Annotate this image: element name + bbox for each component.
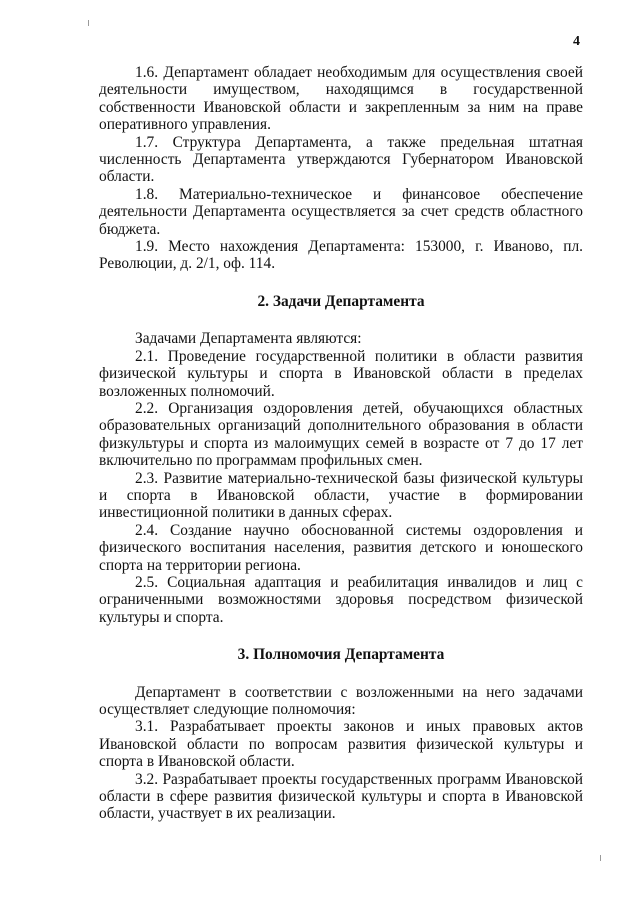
document-body xyxy=(99,64,583,823)
paragraph-3-2: 3.2. Разрабатывает проекты государственных программ Ивановской области в сфере развития физической культуры и спорта в Ивановской области, участвует в их реализации. xyxy=(99,770,583,823)
section-3-intro: Департамент в соответствии с возложенными на него задачами осуществляет следующие полномочия: xyxy=(99,683,583,718)
paragraph-3-1: 3.1. Разрабатывает проекты законов и иных правовых актов Ивановской области по вопросам развития физической культуры и спорта в Ивановской области. xyxy=(99,718,583,771)
section-2-intro: Задачами Департамента являются: xyxy=(135,330,362,348)
paragraph-1-9: 1.9. Место нахождения Департамента: 153000, г. Иваново, пл. Революции, д. 2/1, оф. 114. xyxy=(99,238,583,273)
paragraph-2-1: 2.1. Проведение государственной политики в области развития физической культуры и спорта в Ивановской области в пределах возложенных полномочий. xyxy=(99,347,583,400)
section-3-heading: 3. Полномочия Департамента xyxy=(237,646,445,664)
scan-mark xyxy=(88,20,89,26)
page-number: 4 xyxy=(573,34,580,49)
paragraph-1-7: 1.7. Структура Департамента, а также предельная штатная численность Департамента утверждаются Губернатором Ивановской области. xyxy=(99,133,583,186)
paragraph-2-4: 2.4. Создание научно обоснованной системы оздоровления и физического воспитания населения, развития детского и юношеского спорта на территории региона. xyxy=(99,521,583,574)
paragraph-1-8: 1.8. Материально-техническое и финансовое обеспечение деятельности Департамента осуществляется за счет средств областного бюджета. xyxy=(99,185,583,238)
section-2-heading: 2. Задачи Департамента xyxy=(257,292,425,310)
paragraph-2-5: 2.5. Социальная адаптация и реабилитация инвалидов и лиц с ограниченными возможностями здоровья посредством физической культуры и спорта. xyxy=(99,573,583,626)
scan-mark xyxy=(600,855,601,861)
paragraph-2-2: 2.2. Организация оздоровления детей, обучающихся областных образовательных организаций дополнительного образования в области физкультуры и спорта из малоимущих семей в возрасте от 7 до 17 лет включительно по программам профильных смен. xyxy=(99,399,583,470)
paragraph-1-6: 1.6. Департамент обладает необходимым для осуществления своей деятельности имуществом, находящимся в государственной собственности Ивановской области и закрепленным за ним на праве оперативного управления. xyxy=(99,64,583,134)
paragraph-2-3: 2.3. Развитие материально-технической базы физической культуры и спорта в Ивановской области, участие в формировании инвестиционной политики в данных сферах. xyxy=(99,469,583,522)
